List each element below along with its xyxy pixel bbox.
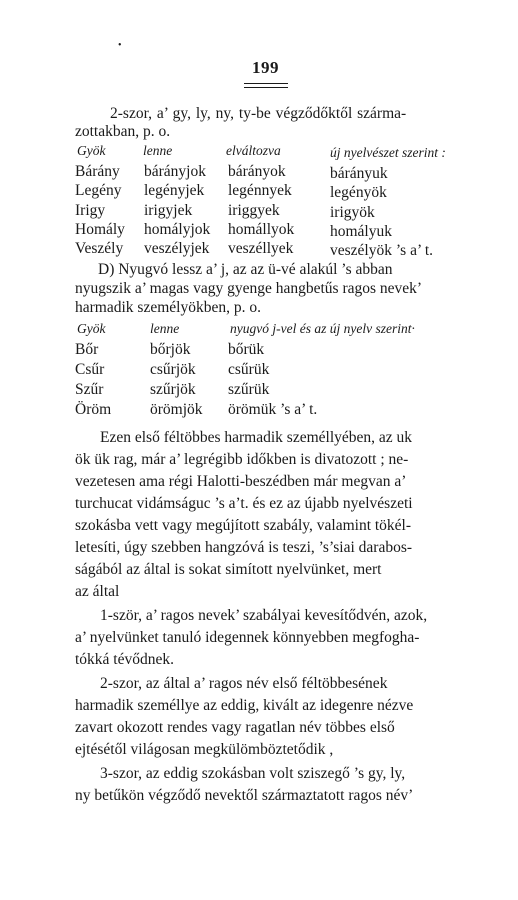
text-line: 1-ször, a’ ragos nevek’ szabályai kevesítődvén, azok, (100, 607, 428, 624)
table-cell: Öröm (75, 401, 112, 418)
table-cell: veszéllyek (228, 240, 294, 257)
text-line: Ezen első féltöbbes harmadik személlyében, az uk (100, 429, 413, 446)
text-line: harmadik személyökben, p. o. (75, 299, 261, 316)
table-cell: örömjök (150, 401, 203, 418)
table-header-cell: Gyök (77, 321, 106, 336)
table-cell: örömük ’s a’ t. (228, 401, 318, 418)
text-line: vezetesen ama régi Halotti-beszédben már megvan a’ (75, 473, 407, 490)
table-cell: irigyjek (144, 202, 193, 219)
text-line: ejtésétől világosan megkülömböztetődik , (75, 741, 334, 758)
ink-speck: • (118, 40, 122, 51)
text-line: ságából az által is sokat simított nyelvünket, mert (75, 561, 382, 578)
table-cell: Irigy (75, 202, 106, 219)
text-line: az által (75, 583, 120, 600)
text-line: 2-szor, a’ gy, ly, ny, ty-be végződőktől szárma- (110, 105, 407, 122)
table-cell: irigyök (330, 204, 375, 221)
table-cell: bőrük (228, 341, 265, 358)
text-line: ök ük rag, már a’ legrégibb időkben is divatozott ; ne- (75, 451, 409, 468)
table-cell: bárányjok (144, 163, 206, 180)
text-line: ny betűkön végződő nevektől származtatott ragos név’ (75, 787, 414, 804)
table-cell: veszélyjek (144, 240, 210, 257)
table-cell: homályuk (330, 223, 392, 240)
table-cell: veszélyök ’s a’ t. (330, 242, 434, 259)
table-cell: csűrjök (150, 361, 196, 378)
table-cell: legényjek (144, 182, 205, 199)
text-line: turchucat vidámságuc ’s a’t. és ez az újabb nyelvészeti (75, 495, 413, 512)
table-cell: homályjok (144, 221, 211, 238)
table-cell: bárányok (228, 163, 286, 180)
table-cell: legénnyek (228, 182, 292, 199)
table-header-cell: új nyelvészet szerint : (330, 145, 446, 160)
table-cell: Bárány (75, 163, 120, 180)
table-header-cell: lenne (143, 143, 173, 158)
table-cell: legényök (330, 184, 387, 201)
text-line: 3-szor, az eddig szokásban volt sziszegő ’s gy, ly, (100, 765, 406, 782)
table-cell: bőrjök (150, 341, 191, 358)
table-cell: homállyok (228, 221, 295, 238)
table-cell: Csűr (75, 361, 105, 378)
text-line: D) Nyugvó lessz a’ j, az az ü-vé alakúl ’s abban (98, 261, 393, 278)
table-cell: szűrük (228, 381, 270, 398)
text-line: nyugszik a’ magas vagy gyenge hangbetűs ragos nevek’ (75, 280, 423, 297)
table-header-cell: Gyök (77, 143, 106, 158)
header-rule (244, 87, 288, 88)
page-number: 199 (252, 58, 279, 77)
table-header-cell: elváltozva (226, 143, 281, 158)
text-line: tókká tévődnek. (75, 651, 175, 668)
table-header-cell: lenne (150, 321, 180, 336)
table-cell: szűrjök (150, 381, 196, 398)
table-cell: iriggyek (228, 202, 280, 219)
text-line: harmadik személlye az eddig, kivált az idegenre nézve (75, 697, 414, 714)
text-line: letesíti, úgy szebben hangzóvá is teszi, ’s’siai darabos- (75, 539, 413, 556)
text-line: zottakban, p. o. (75, 123, 171, 140)
table-cell: Bőr (75, 341, 99, 358)
table-cell: Homály (75, 221, 125, 238)
text-line: zavart okozott rendes vagy ragatlan név többes első (75, 719, 395, 736)
table-cell: Szűr (75, 381, 104, 398)
text-line: szokásba vett vagy megújított szabály, valamint tökél- (75, 517, 412, 534)
table-cell: Legény (75, 182, 122, 199)
table-cell: bárányuk (330, 165, 388, 182)
text-line: 2-szor, az által a’ ragos név első féltöbbesének (100, 675, 388, 692)
table-header-cell: nyugvó j-vel és az új nyelv szerint· (230, 321, 415, 336)
text-line: a’ nyelvünket tanuló idegennek könnyebben megfogha- (75, 629, 420, 646)
header-rule (244, 83, 288, 84)
table-cell: csűrük (228, 361, 270, 378)
table-cell: Veszély (75, 240, 124, 257)
